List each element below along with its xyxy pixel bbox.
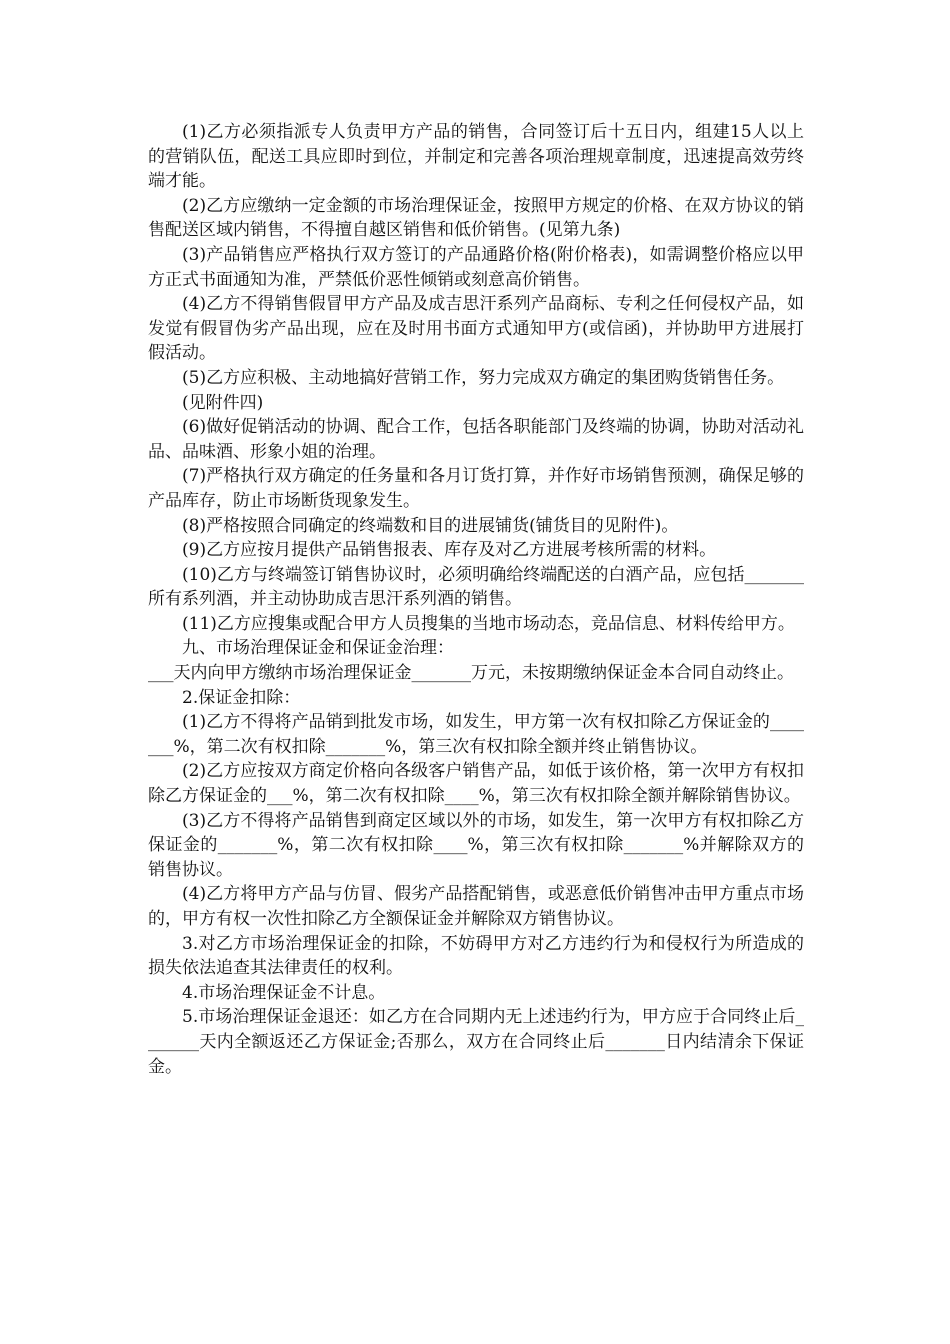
annex-note: (见附件四)	[182, 392, 264, 413]
clause-7: (7)严格执行双方确定的任务量和各月订货打算，并作好市场销售预测，确保足够的产品库存，防止市场断货现象发生。	[148, 466, 804, 511]
item-3: 3.对乙方市场治理保证金的扣除，不妨碍甲方对乙方违约行为和侵权行为所造成的损失依法追查其法律责任的权利。	[148, 933, 804, 979]
deposit-payment: ___天内向甲方缴纳市场治理保证金_______万元，未按期缴纳保证金本合同自动终止。	[148, 663, 794, 684]
clause-9: (9)乙方应按月提供产品销售报表、库存及对乙方进展考核所需的材料。	[182, 540, 717, 561]
clause-10: (10)乙方与终端签订销售协议时，必须明确给终端配送的白酒产品，应包括_______所有系列酒，并主动协助成吉思汗系列酒的销售。	[148, 564, 804, 610]
section-heading: 九、市场治理保证金和保证金治理：	[182, 638, 454, 659]
item-4: 4.市场治理保证金不计息。	[182, 982, 386, 1003]
document-body	[148, 120, 804, 1079]
deduction-2: (2)乙方应按双方商定价格向各级客户销售产品，如低于该价格，第一次甲方有权扣除乙方保证金的___%，第二次有权扣除____%，第三次有权扣除全额并解除销售协议。	[148, 761, 804, 807]
clause-1: (1)乙方必须指派专人负责甲方产品的销售，合同签订后十五日内，组建15人以上的营销队伍，配送工具应即时到位，并制定和完善各项治理规章制度，迅速提高效劳终端才能。	[148, 122, 804, 192]
clause-3: (3)产品销售应严格执行双方签订的产品通路价格(附价格表)，如需调整价格应以甲方正式书面通知为准，严禁低价恶性倾销或刻意高价销售。	[148, 244, 804, 290]
clause-5: (5)乙方应积极、主动地搞好营销工作，努力完成双方确定的集团购货销售任务。	[182, 367, 785, 388]
item-5: 5.市场治理保证金退还：如乙方在合同期内无上述违约行为，甲方应于合同终止后_______天内全额返还乙方保证金;否那么，双方在合同终止后_______日内结清余下保证金。	[148, 1007, 804, 1077]
clause-11: (11)乙方应搜集或配合甲方人员搜集的当地市场动态，竞品信息、材料传给甲方。	[182, 613, 795, 634]
clause-8: (8)严格按照合同确定的终端数和目的进展铺货(铺货目的见附件)。	[182, 515, 679, 536]
clause-4: (4)乙方不得销售假冒甲方产品及成吉思汗系列产品商标、专利之任何侵权产品，如发觉有假冒伪劣产品出现，应在及时用书面方式通知甲方(或信函)，并协助甲方进展打假活动。	[148, 294, 804, 364]
deposit-deduction-heading: 2.保证金扣除：	[182, 687, 301, 708]
deduction-4: (4)乙方将甲方产品与仿冒、假劣产品搭配销售，或恶意低价销售冲击甲方重点市场的，甲方有权一次性扣除乙方全额保证金并解除双方销售协议。	[148, 884, 804, 929]
deduction-1: (1)乙方不得将产品销到批发市场，如发生，甲方第一次有权扣除乙方保证金的_______%，第二次有权扣除_______%，第三次有权扣除全额并终止销售协议。	[148, 712, 804, 757]
clause-6: (6)做好促销活动的协调、配合工作，包括各职能部门及终端的协调，协助对活动礼品、品味酒、形象小姐的治理。	[148, 417, 804, 462]
deduction-3: (3)乙方不得将产品销售到商定区域以外的市场，如发生，第一次甲方有权扣除乙方保证金的_______%，第二次有权扣除____%，第三次有权扣除_______%并解除双方的销售协议。	[148, 810, 804, 880]
clause-2: (2)乙方应缴纳一定金额的市场治理保证金，按照甲方规定的价格、在双方协议的销售配送区域内销售，不得擅自越区销售和低价销售。(见第九条)	[148, 195, 804, 241]
